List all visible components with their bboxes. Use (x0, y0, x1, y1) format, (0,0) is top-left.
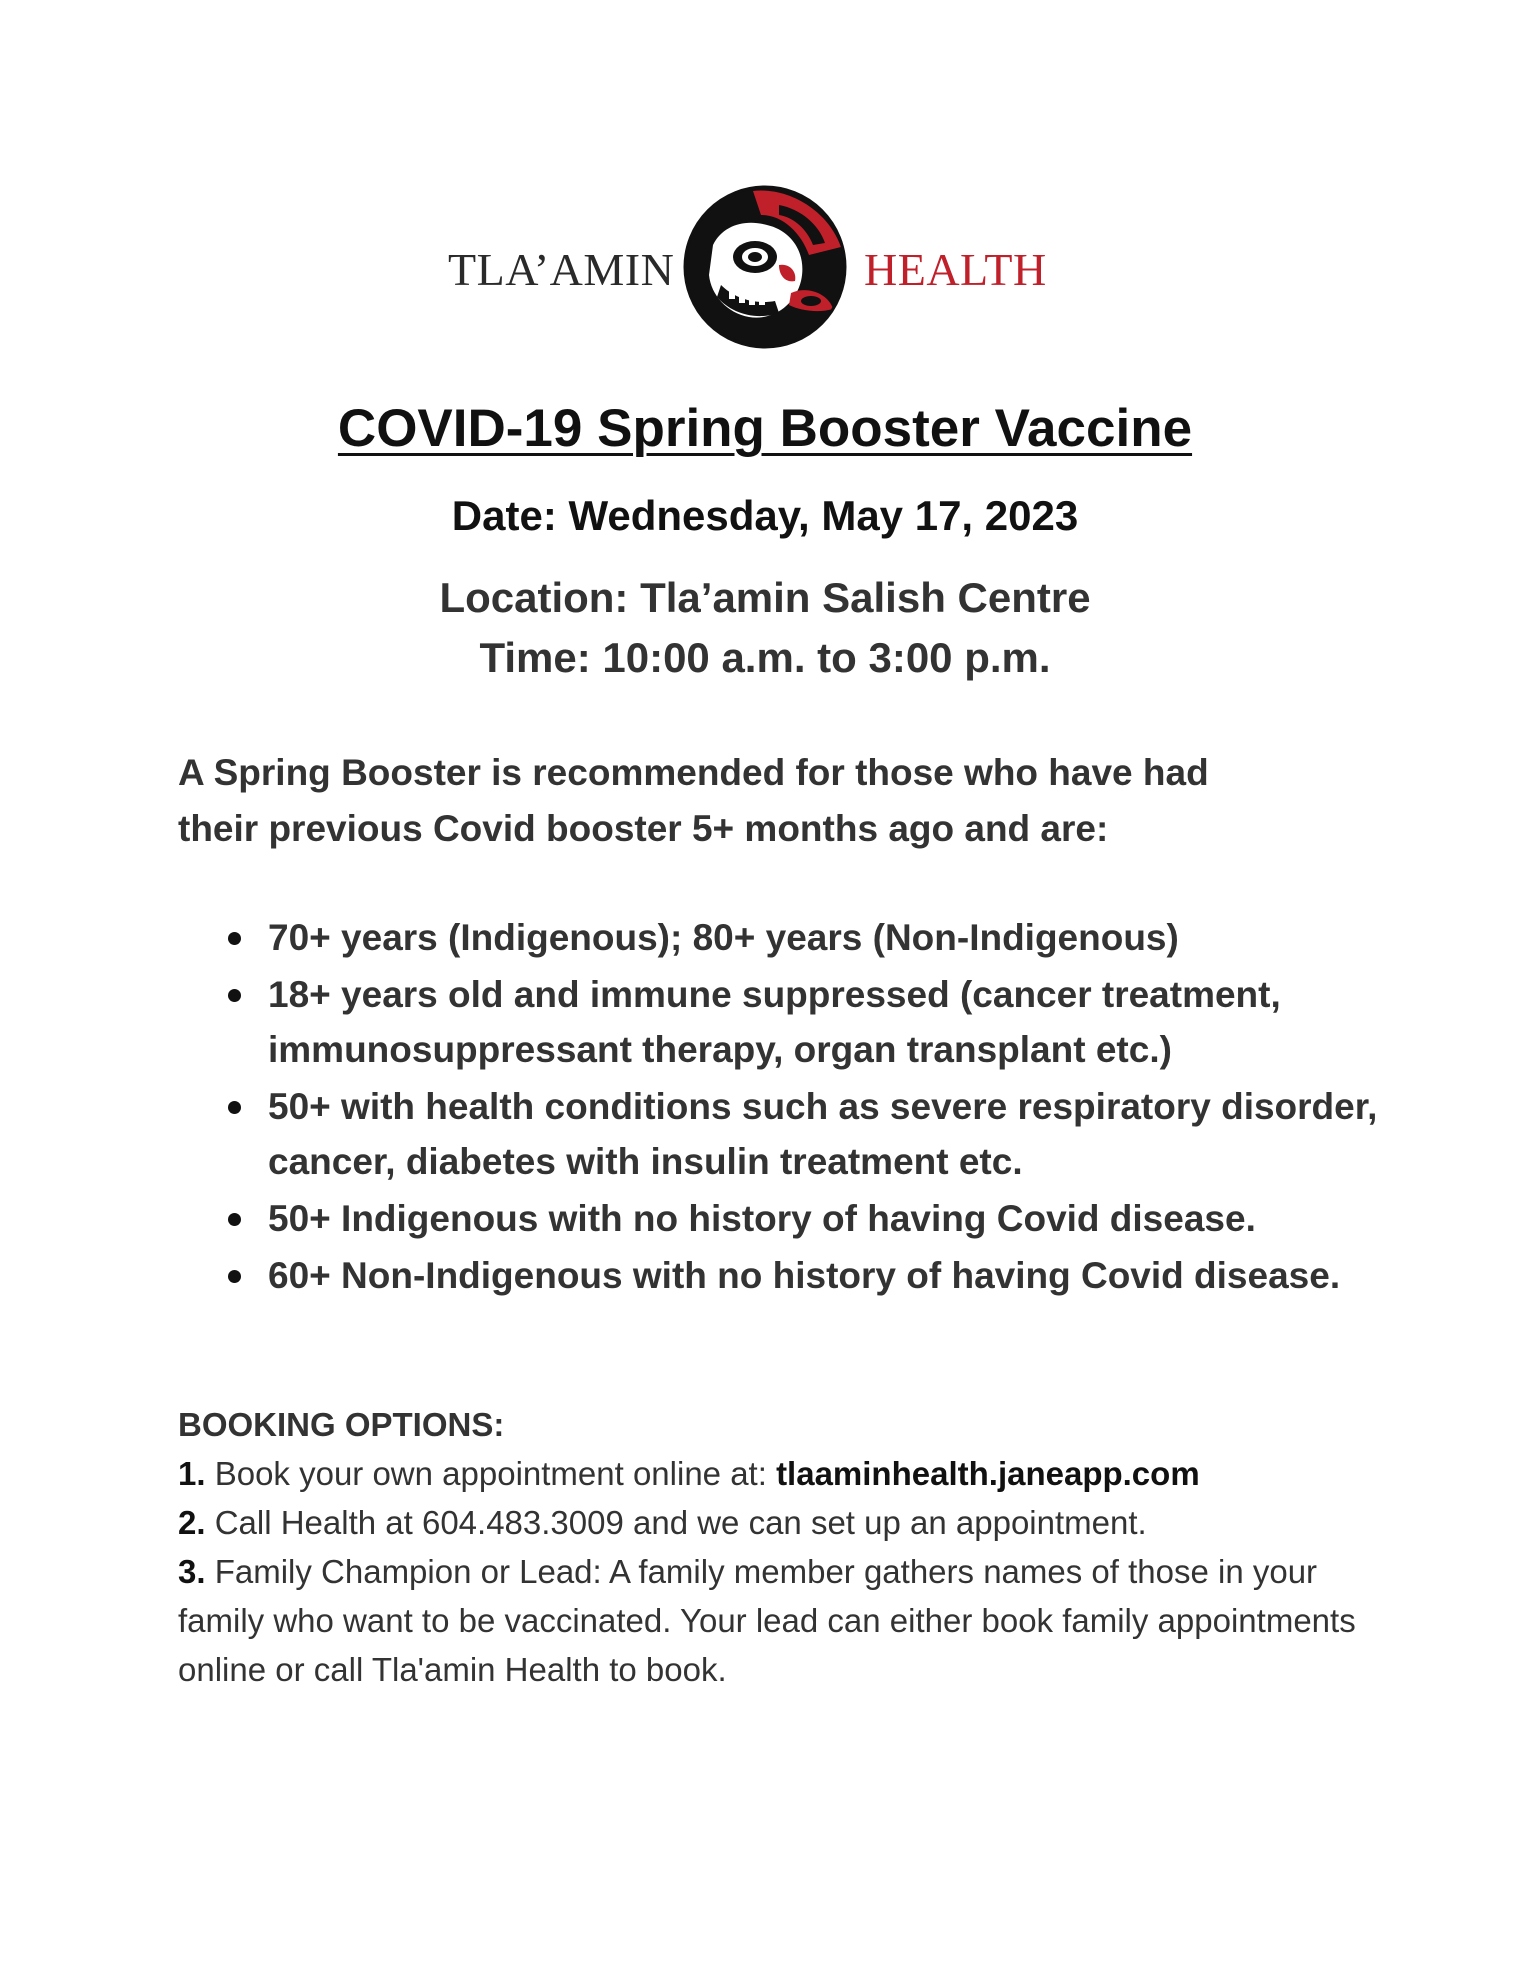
intro-paragraph (178, 745, 1378, 857)
booking-option-3 (178, 1547, 1378, 1694)
list-item-text: 50+ Indigenous with no history of having Covid disease. (268, 1198, 1256, 1239)
booking-options (178, 1400, 1378, 1694)
bullet-icon (228, 1213, 241, 1226)
booking-option-2 (178, 1498, 1378, 1547)
bullet-icon (228, 1101, 241, 1114)
event-location: Location: Tla’amin Salish Centre (439, 574, 1091, 621)
list-item (178, 1191, 1378, 1246)
option-text: Family Champion or Lead: A family member gathers names of those in your family who want to be vaccinated. Your lead can either book family appointments online or call Tla'amin Health to book. (178, 1553, 1356, 1688)
option-number: 3. (178, 1553, 206, 1590)
list-item (178, 910, 1378, 965)
list-item (178, 967, 1378, 1077)
booking-heading: BOOKING OPTIONS: (178, 1406, 505, 1443)
list-item (178, 1079, 1378, 1189)
bullet-icon (228, 1270, 241, 1283)
option-text: Book your own appointment online at: (205, 1455, 777, 1492)
intro-line-2: their previous Covid booster 5+ months ago and are: (178, 808, 1109, 849)
page-title: COVID-19 Spring Booster Vaccine (337, 399, 1193, 458)
list-item-text: 60+ Non-Indigenous with no history of having Covid disease. (268, 1255, 1341, 1296)
logo-header (0, 185, 1530, 355)
eligibility-list (178, 910, 1378, 1305)
option-number: 1. (178, 1455, 206, 1492)
list-item (178, 1248, 1378, 1303)
logo-text-health: HEALTH (864, 244, 1047, 295)
orca-formline-icon (683, 185, 847, 349)
logo-text-tlaamin: TLA’AMIN (448, 244, 675, 295)
list-item-text: 18+ years old and immune suppressed (cancer treatment, immunosuppressant therapy, organ transplant etc.) (268, 974, 1281, 1070)
option-number: 2. (178, 1504, 206, 1541)
bullet-icon (228, 989, 241, 1002)
booking-option-1 (178, 1449, 1378, 1498)
event-date: Date: Wednesday, May 17, 2023 (451, 492, 1079, 539)
list-item-text: 70+ years (Indigenous); 80+ years (Non-Indigenous) (268, 917, 1179, 958)
list-item-text: 50+ with health conditions such as severe respiratory disorder, cancer, diabetes with insulin treatment etc. (268, 1086, 1378, 1182)
option-text: Call Health at 604.483.3009 and we can set up an appointment. (205, 1504, 1147, 1541)
bullet-icon (228, 932, 241, 945)
intro-line-1: A Spring Booster is recommended for those who have had (178, 752, 1209, 793)
event-time: Time: 10:00 a.m. to 3:00 p.m. (479, 634, 1051, 681)
booking-url-link[interactable]: tlaaminhealth.janeapp.com (776, 1455, 1200, 1492)
